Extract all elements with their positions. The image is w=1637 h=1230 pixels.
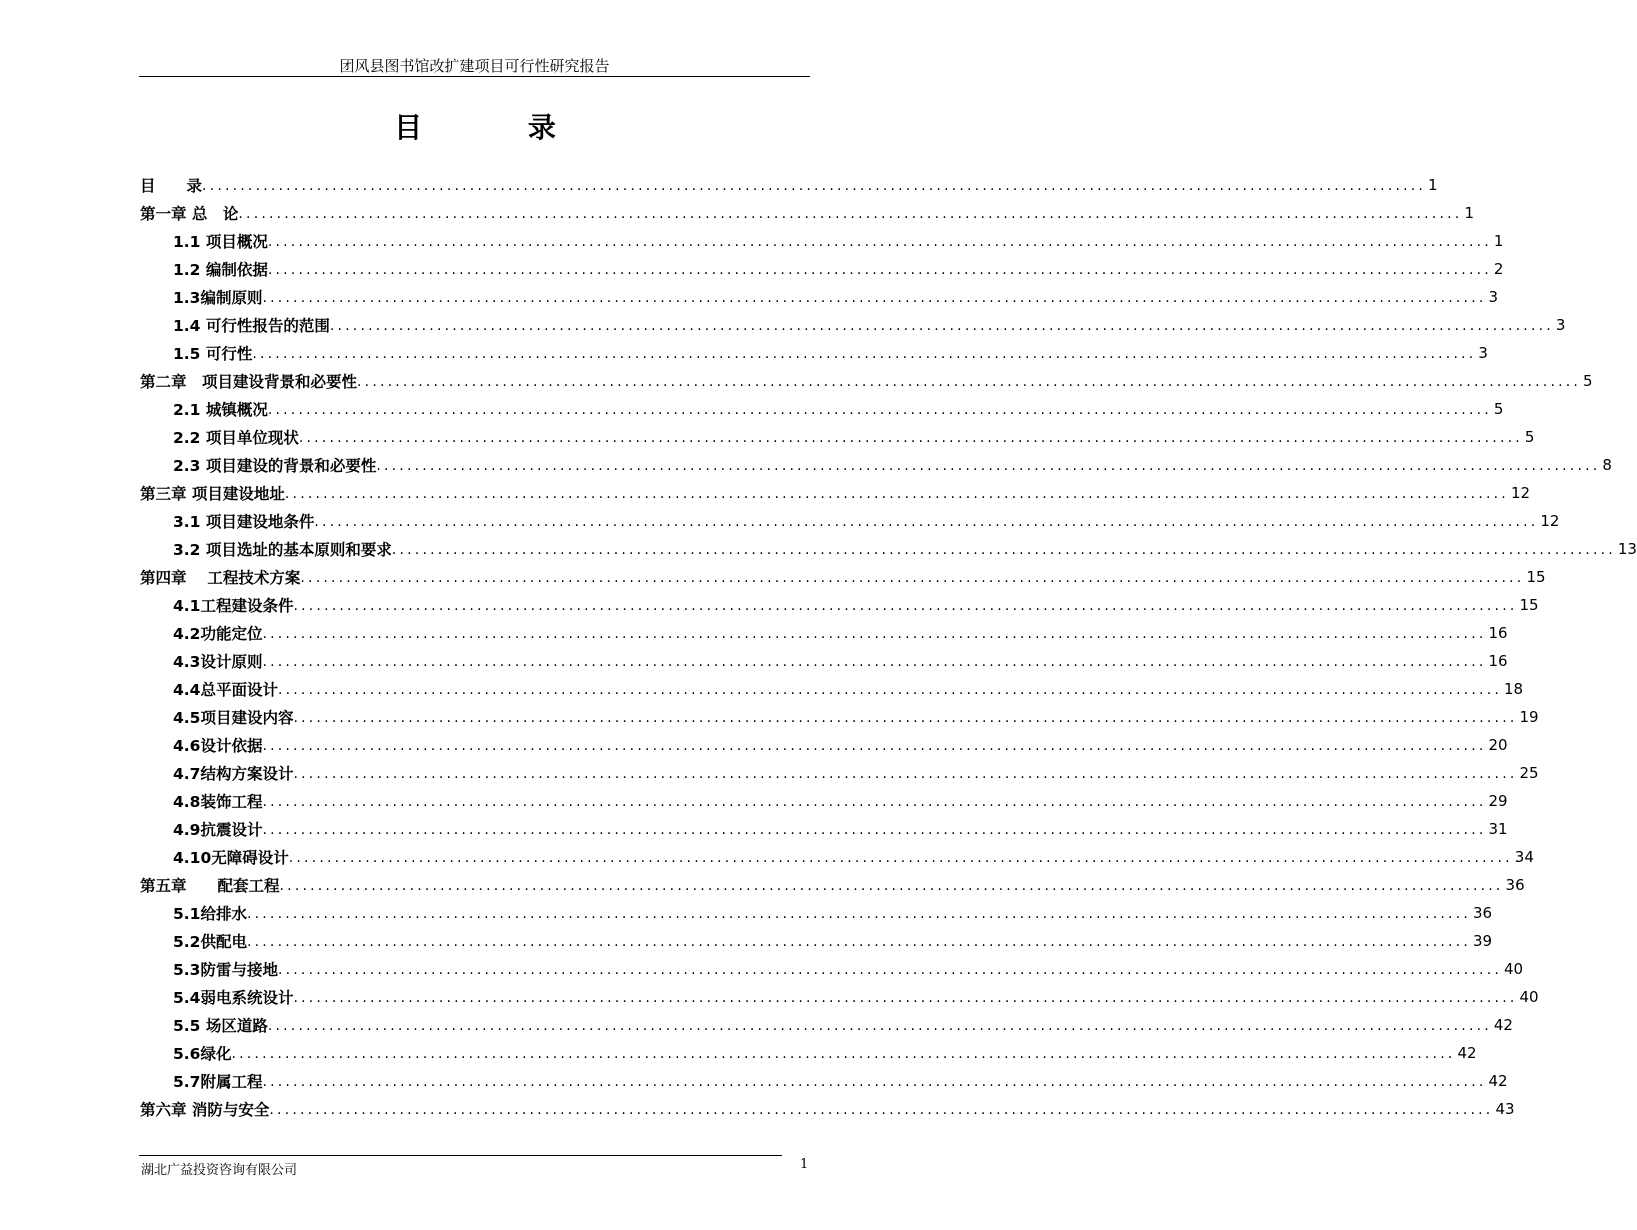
toc-section-entry[interactable] [140, 843, 1534, 871]
toc-section-entry[interactable] [140, 507, 1560, 535]
toc-section-entry[interactable] [140, 815, 1508, 843]
toc-entry-page: 18 [1504, 680, 1524, 698]
toc-entry-label: 5.5 场区道路 [173, 1017, 268, 1035]
toc-entry-page: 13 [1617, 540, 1637, 558]
toc-entry-label: 5.3防雷与接地 [173, 961, 278, 979]
toc-section-entry[interactable] [140, 619, 1508, 647]
toc-entry-label: 5.2供配电 [173, 933, 247, 951]
toc-dot-leader: ................................................................................................................................................................ [267, 234, 1492, 250]
footer-divider [139, 1155, 782, 1156]
toc-dot-leader: ................................................................................................................................................................ [293, 990, 1518, 1006]
toc-entry-label: 第五章 配套工程 [140, 877, 280, 895]
toc-section-entry[interactable] [140, 899, 1493, 927]
toc-chapter-entry[interactable] [140, 1095, 1515, 1123]
toc-entry-label: 3.2 项目选址的基本原则和要求 [173, 541, 392, 559]
toc-entry-label: 4.9抗震设计 [173, 821, 263, 839]
toc-dot-leader: ................................................................................................................................................................ [391, 542, 1616, 558]
toc-section-entry[interactable] [140, 731, 1508, 759]
toc-dot-leader: ................................................................................................................................................................ [262, 654, 1487, 670]
toc-entry-label: 2.2 项目单位现状 [173, 429, 299, 447]
toc-entry-page: 25 [1519, 764, 1539, 782]
toc-entry-label: 4.3设计原则 [173, 653, 263, 671]
toc-dot-leader: ................................................................................................................................................................ [252, 346, 1477, 362]
toc-entry-label: 4.5项目建设内容 [173, 709, 294, 727]
toc-entry-label: 第三章 项目建设地址 [140, 485, 285, 503]
toc-entry-page: 3 [1488, 288, 1499, 306]
toc-entry-page: 5 [1493, 400, 1504, 418]
toc-dot-leader: ................................................................................................................................................................ [246, 934, 1471, 950]
toc-entry-page: 16 [1488, 624, 1508, 642]
toc-entry-label: 4.8装饰工程 [173, 793, 263, 811]
toc-dot-leader: ................................................................................................................................................................ [284, 486, 1509, 502]
toc-entry-page: 20 [1488, 736, 1508, 754]
toc-section-entry[interactable] [140, 703, 1539, 731]
toc-entry-page: 40 [1504, 960, 1524, 978]
footer-company: 湖北广益投资咨询有限公司 [141, 1163, 298, 1178]
toc-dot-leader: ................................................................................................................................................................ [231, 1046, 1456, 1062]
toc-dot-leader: ................................................................................................................................................................ [246, 906, 1471, 922]
toc-entry-label: 4.10无障碍设计 [173, 849, 289, 867]
toc-dot-leader: ................................................................................................................................................................ [329, 318, 1554, 334]
toc-entry-page: 29 [1488, 792, 1508, 810]
toc-chapter-entry[interactable] [140, 563, 1546, 591]
running-header: 团风县图书馆改扩建项目可行性研究报告 [139, 56, 810, 77]
toc-entry-page: 42 [1488, 1072, 1508, 1090]
table-of-contents [140, 171, 1637, 1123]
toc-entry-label: 4.1工程建设条件 [173, 597, 294, 615]
toc-entry-label: 1.1 项目概况 [173, 233, 268, 251]
toc-dot-leader: ................................................................................................................................................................ [262, 626, 1487, 642]
toc-section-entry[interactable] [140, 255, 1504, 283]
toc-dot-leader: ................................................................................................................................................................ [262, 738, 1487, 754]
toc-section-entry[interactable] [140, 423, 1535, 451]
toc-dot-leader: ................................................................................................................................................................ [357, 374, 1582, 390]
toc-entry-page: 40 [1519, 988, 1539, 1006]
page-title: 目 录 [394, 111, 604, 144]
toc-dot-leader: ................................................................................................................................................................ [300, 570, 1525, 586]
toc-section-entry[interactable] [140, 955, 1524, 983]
toc-section-entry[interactable] [140, 311, 1566, 339]
toc-section-entry[interactable] [140, 227, 1504, 255]
toc-dot-leader: ................................................................................................................................................................ [293, 766, 1518, 782]
toc-entry-page: 31 [1488, 820, 1508, 838]
toc-dot-leader: ................................................................................................................................................................ [293, 598, 1518, 614]
toc-dot-leader: ................................................................................................................................................................ [314, 514, 1539, 530]
toc-entry-label: 4.6设计依据 [173, 737, 263, 755]
toc-entry-label: 4.2功能定位 [173, 625, 263, 643]
toc-entry-page: 3 [1555, 316, 1566, 334]
toc-entry-label: 5.7附属工程 [173, 1073, 263, 1091]
toc-entry-page: 19 [1519, 708, 1539, 726]
toc-entry-label: 4.4总平面设计 [173, 681, 278, 699]
toc-dot-leader: ................................................................................................................................................................ [298, 430, 1523, 446]
toc-entry-page: 42 [1493, 1016, 1513, 1034]
toc-entry-page: 36 [1505, 876, 1525, 894]
toc-entry-page: 15 [1526, 568, 1546, 586]
toc-entry-page: 42 [1457, 1044, 1477, 1062]
toc-dot-leader: ................................................................................................................................................................ [277, 682, 1502, 698]
toc-entry-page: 34 [1514, 848, 1534, 866]
toc-dot-leader: ................................................................................................................................................................ [262, 1074, 1487, 1090]
toc-dot-leader: ................................................................................................................................................................ [279, 878, 1504, 894]
toc-entry-page: 43 [1495, 1100, 1515, 1118]
toc-section-entry[interactable] [140, 983, 1539, 1011]
toc-entry-label: 目 录 [140, 177, 203, 195]
toc-section-entry[interactable] [140, 927, 1493, 955]
toc-entry-label: 2.3 项目建设的背景和必要性 [173, 457, 377, 475]
toc-entry-label: 5.6绿化 [173, 1045, 232, 1063]
toc-entry-label: 第二章 项目建设背景和必要性 [140, 373, 358, 391]
toc-section-entry[interactable] [140, 339, 1488, 367]
toc-entry-label: 1.4 可行性报告的范围 [173, 317, 330, 335]
toc-chapter-entry[interactable] [140, 171, 1438, 199]
toc-dot-leader: ................................................................................................................................................................ [267, 262, 1492, 278]
toc-entry-page: 1 [1493, 232, 1504, 250]
toc-entry-label: 1.3编制原则 [173, 289, 263, 307]
toc-dot-leader: ................................................................................................................................................................ [262, 794, 1487, 810]
toc-dot-leader: ................................................................................................................................................................ [376, 458, 1601, 474]
toc-entry-label: 第四章 工程技术方案 [140, 569, 301, 587]
toc-section-entry[interactable] [140, 1039, 1477, 1067]
toc-dot-leader: ................................................................................................................................................................ [267, 1018, 1492, 1034]
toc-entry-page: 5 [1583, 372, 1593, 390]
toc-dot-leader: ................................................................................................................................................................ [267, 402, 1492, 418]
toc-dot-leader: ................................................................................................................................................................ [288, 850, 1513, 866]
toc-section-entry[interactable] [140, 395, 1504, 423]
toc-entry-label: 1.5 可行性 [173, 345, 253, 363]
footer-page-number: 1 [800, 1157, 809, 1172]
toc-section-entry[interactable] [140, 591, 1539, 619]
toc-dot-leader: ................................................................................................................................................................ [262, 822, 1487, 838]
toc-entry-page: 39 [1473, 932, 1493, 950]
toc-entry-page: 5 [1524, 428, 1535, 446]
toc-section-entry[interactable] [140, 759, 1539, 787]
toc-section-entry[interactable] [140, 535, 1637, 563]
toc-chapter-entry[interactable] [140, 871, 1525, 899]
toc-chapter-entry[interactable] [140, 367, 1593, 395]
toc-section-entry[interactable] [140, 675, 1524, 703]
toc-entry-page: 15 [1519, 596, 1539, 614]
toc-entry-label: 2.1 城镇概况 [173, 401, 268, 419]
toc-dot-leader: ................................................................................................................................................................ [293, 710, 1518, 726]
toc-dot-leader: ................................................................................................................................................................ [262, 290, 1487, 306]
toc-entry-label: 5.1给排水 [173, 905, 247, 923]
toc-section-entry[interactable] [140, 1011, 1513, 1039]
toc-dot-leader: ................................................................................................................................................................ [202, 178, 1427, 194]
toc-entry-label: 3.1 项目建设地条件 [173, 513, 315, 531]
toc-entry-page: 12 [1540, 512, 1560, 530]
toc-entry-label: 4.7结构方案设计 [173, 765, 294, 783]
toc-section-entry[interactable] [140, 451, 1612, 479]
toc-dot-leader: ................................................................................................................................................................ [277, 962, 1502, 978]
toc-section-entry[interactable] [140, 647, 1508, 675]
toc-entry-page: 3 [1478, 344, 1488, 362]
toc-section-entry[interactable] [140, 283, 1499, 311]
toc-section-entry[interactable] [140, 1067, 1508, 1095]
toc-chapter-entry[interactable] [140, 479, 1531, 507]
toc-entry-label: 5.4弱电系统设计 [173, 989, 294, 1007]
toc-entry-page: 2 [1493, 260, 1504, 278]
toc-entry-label: 第一章 总 论 [140, 205, 239, 223]
toc-entry-page: 8 [1602, 456, 1612, 474]
toc-chapter-entry[interactable] [140, 199, 1474, 227]
toc-entry-page: 1 [1464, 204, 1474, 222]
toc-dot-leader: ................................................................................................................................................................ [269, 1102, 1494, 1118]
toc-entry-label: 1.2 编制依据 [173, 261, 268, 279]
toc-entry-page: 1 [1428, 176, 1438, 194]
toc-entry-page: 12 [1510, 484, 1531, 502]
toc-entry-page: 16 [1488, 652, 1508, 670]
toc-entry-page: 36 [1473, 904, 1493, 922]
toc-section-entry[interactable] [140, 787, 1508, 815]
toc-dot-leader: ................................................................................................................................................................ [238, 206, 1463, 222]
toc-entry-label: 第六章 消防与安全 [140, 1101, 270, 1119]
